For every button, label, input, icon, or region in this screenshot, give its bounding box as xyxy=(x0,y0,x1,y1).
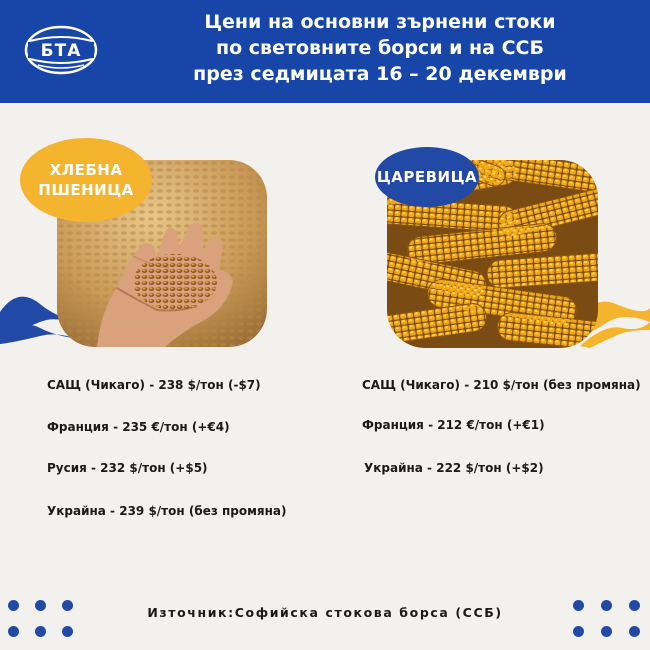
wheat-price-ukraine: Украйна - 239 $/тон (без промяна) xyxy=(47,504,287,518)
wheat-price-france: Франция - 235 €/тон (+€4) xyxy=(47,420,230,434)
wheat-badge-line-1: ХЛЕБНА xyxy=(49,161,123,179)
title-line-1: Цени на основни зърнени стоки xyxy=(204,11,556,33)
logo-text: БТА xyxy=(40,41,82,61)
wheat-badge-line-2: ПШЕНИЦА xyxy=(38,181,134,199)
title-line-3: през седмицата 16 – 20 декември xyxy=(193,63,567,85)
source-note: Източник:Софийска стокова борса (ССБ) xyxy=(147,605,503,620)
corn-price-usa: САЩ (Чикаго) - 210 $/тон (без промяна) xyxy=(362,378,641,392)
corn-badge: ЦАРЕВИЦА xyxy=(375,147,479,207)
wheat-price-russia: Русия - 232 $/тон (+$5) xyxy=(47,461,208,475)
page-title xyxy=(120,9,640,87)
wheat-price-usa: САЩ (Чикаго) - 238 $/тон (-$7) xyxy=(47,378,261,392)
header-banner xyxy=(0,0,650,103)
bta-logo xyxy=(24,25,98,75)
corn-price-ukraine: Украйна - 222 $/тон (+$2) xyxy=(364,461,544,475)
wheat-badge xyxy=(20,138,152,222)
corn-price-france: Франция - 212 €/тон (+€1) xyxy=(362,418,545,432)
title-line-2: по световните борси и на ССБ xyxy=(216,37,544,59)
